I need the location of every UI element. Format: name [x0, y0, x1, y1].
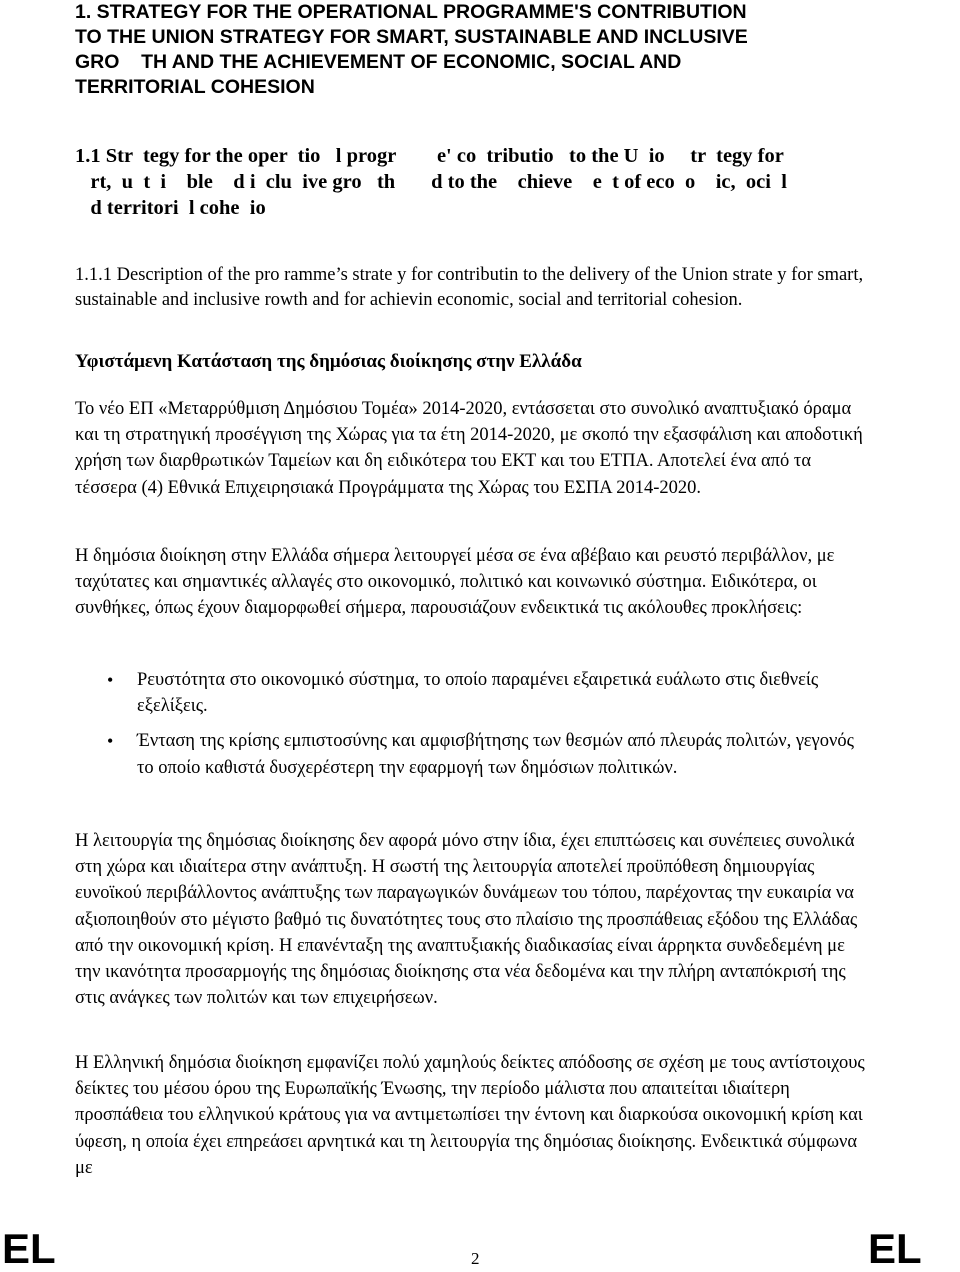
- bullet-icon: •: [107, 670, 114, 690]
- bullet-list: [75, 667, 865, 787]
- heading-line: 1. STRATEGY FOR THE OPERATIONAL PROGRAMME'S CONTRIBUTION: [75, 1, 747, 23]
- paragraph: Το νέο ΕΠ «Μεταρρύθμιση Δημόσιου Τομέα» 2014-2020, εντάσσεται στο συνολικό αναπτυξιακό όραμα και τη στρατηγική προσέγγιση της Χώρας για τα έτη 2014-2020, με σκοπό την εξασφάλιση και αποδοτική χρήση των διαρθρωτικών Ταμείων και δη ειδικότερα του ΕΚΤ και του ΕΤΠΑ. Αποτελεί ένα από τα τέσσερα (4) Εθνικά Επιχειρησιακά Προγράμματα της Χώρας του ΕΣΠΑ 2014-2020.: [75, 399, 863, 498]
- paragraph: Η Ελληνική δημόσια διοίκηση εμφανίζει πολύ χαμηλούς δείκτες απόδοσης σε σχέση με τους αντίστοιχους δείκτες του μέσου όρου της Ευρωπαϊκής Ένωσης, την περίοδο μάλιστα που απαιτείται ιδιαίτερη προσπάθεια του ελληνικού κράτους για να αντιμετωπίσει την έντονη και διαρκούσα οικονομική κρίση και ύφεση, η οποία έχει επηρεάσει αρνητικά και τη λειτουργία της δημόσιας διοίκησης. Ενδεικτικά σύμφωνα με: [75, 1053, 865, 1178]
- section-heading-1-1: [75, 143, 875, 221]
- heading-line: d territori l cohe io: [75, 197, 266, 219]
- page-number: 2: [471, 1249, 480, 1268]
- list-item: [75, 728, 865, 780]
- subsection-title: Υφιστάμενη Κατάσταση της δημόσιας διοίκησης στην Ελλάδα: [75, 351, 582, 372]
- paragraph: Η δημόσια διοίκηση στην Ελλάδα σήμερα λειτουργεί μέσα σε ένα αβέβαιο και ρευστό περιβάλλον, με ταχύτατες και σημαντικές αλλαγές στο οικονομικό, πολιτικό και κοινωνικό σύστημα. Ειδικότερα, οι συνθήκες, όπως έχουν διαμορφωθεί σήμερα, παρουσιάζουν ενδεικτικά τις ακόλουθες προκλήσεις:: [75, 546, 835, 619]
- section-heading-1: [75, 0, 875, 100]
- section-heading-1-1-1: 1.1.1 Description of the pro ramme’s strate y for contributin to the delivery of the Union strate y for smart, sustainable and inclusive rowth and for achievin economic, social and territorial cohesion.: [75, 265, 864, 310]
- list-item: [75, 667, 865, 719]
- heading-line: TO THE UNION STRATEGY FOR SMART, SUSTAINABLE AND INCLUSIVE: [75, 26, 748, 48]
- heading-line: TERRITORIAL COHESION: [75, 76, 315, 98]
- paragraph: Η λειτουργία της δημόσιας διοίκησης δεν αφορά μόνο στην ίδια, έχει επιπτώσεις και συνέπειες συνολικά στη χώρα και ιδιαίτερα στην ανάπτυξη. Η σωστή της λειτουργία αποτελεί προϋπόθεση δημιουργίας ευνοϊκού περιβάλλοντος ανάπτυξης των παραγωγικών δυνάμεων του τόπου, παρέχοντας την ευκαιρία να αξιοποιηθούν στο μέγιστο βαθμό τις δυνατότητες τους στο πλαίσιο της προσπάθειας εξόδου της Ελλάδας από την οικονομική κρίση. Η επανένταξη της αναπτυξιακής διαδικασίας είναι άρρηκτα συνδεδεμένη με την ικανότητα προσαρμογής της δημόσιας διοίκησης στα νέα δεδομένα και την πλήρη ανταπόκρισή της στις ανάγκες των πολιτών και των επιχειρήσεων.: [75, 831, 858, 1009]
- footer-language-left: EL: [2, 1225, 56, 1272]
- bullet-icon: •: [107, 731, 114, 752]
- footer-language-right: EL: [868, 1225, 922, 1272]
- list-item-text: Ένταση της κρίσης εμπιστοσύνης και αμφισβήτησης των θεσμών από πλευράς πολιτών, γεγονός το οποίο καθιστά δυσχερέστερη την εφαρμογή των δημόσιων πολιτικών.: [137, 731, 854, 778]
- list-item-text: Ρευστότητα στο οικονομικό σύστημα, το οποίο παραμένει εξαιρετικά ευάλωτο στις διεθνείς εξελίξεις.: [137, 670, 819, 717]
- heading-line: GRO TH AND THE ACHIEVEMENT OF ECONOMIC, SOCIAL AND: [75, 51, 682, 73]
- heading-line: 1.1 Str tegy for the oper tio l progr e' co tributio to the U io tr tegy for: [75, 145, 784, 167]
- heading-line: rt, u t i ble d i clu ive gro th d to the chieve e t of eco o ic, oci l: [75, 171, 787, 193]
